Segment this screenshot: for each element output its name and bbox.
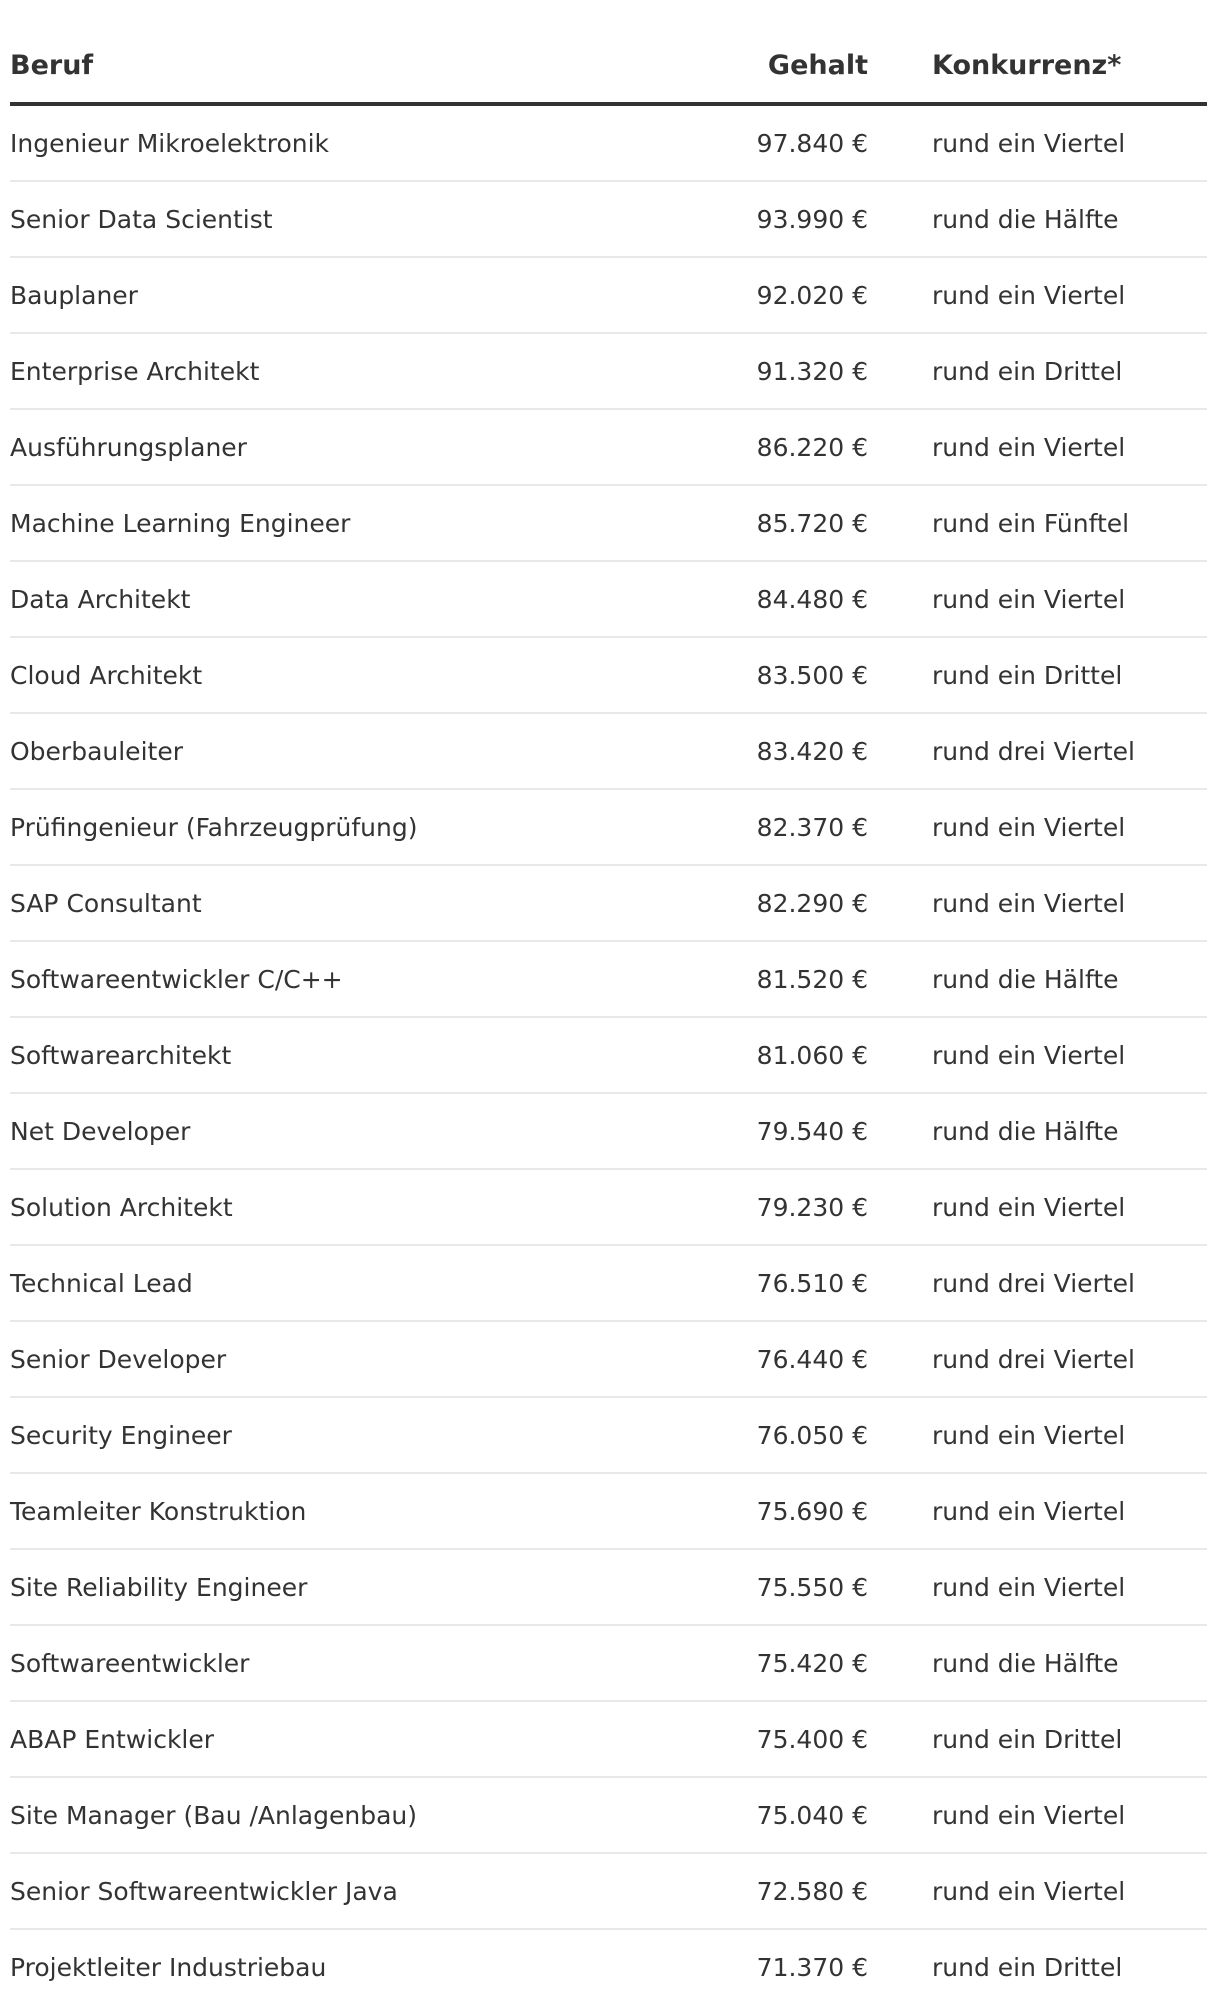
cell-beruf: Projektleiter Industriebau xyxy=(10,1952,327,1982)
cell-gehalt: 75.040 € xyxy=(740,1777,868,1853)
cell-beruf: Senior Developer xyxy=(10,1321,740,1397)
cell-konkurrenz: rund drei Viertel xyxy=(868,1321,1207,1397)
cell-konkurrenz: rund ein Drittel xyxy=(868,1701,1207,1777)
table-row xyxy=(10,104,1207,181)
cell-konkurrenz: rund die Hälfte xyxy=(868,1093,1207,1169)
table-row xyxy=(10,1093,1207,1169)
cell-konkurrenz: rund ein Viertel xyxy=(868,789,1207,865)
cell-gehalt: 82.290 € xyxy=(740,865,868,941)
cell-konkurrenz: rund ein Viertel xyxy=(868,1169,1207,1245)
cell-gehalt: 84.480 € xyxy=(740,561,868,637)
cell-gehalt: 72.580 € xyxy=(740,1853,868,1929)
cell-konkurrenz: rund ein Viertel xyxy=(868,865,1207,941)
cell-konkurrenz: rund ein Viertel xyxy=(868,1853,1207,1929)
cell-konkurrenz: rund ein Drittel xyxy=(868,637,1207,713)
table-row xyxy=(10,485,1207,561)
cell-beruf: Security Engineer xyxy=(10,1397,740,1473)
table-header xyxy=(10,28,1207,104)
header-row xyxy=(10,28,1207,104)
cell-beruf: Cloud Architekt xyxy=(10,637,740,713)
table-row xyxy=(10,1397,1207,1473)
cell-gehalt: 82.370 € xyxy=(740,789,868,865)
table-row xyxy=(10,1473,1207,1549)
cell-beruf: Teamleiter Konstruktion xyxy=(10,1473,740,1549)
table-row xyxy=(10,713,1207,789)
table-row xyxy=(10,1929,1207,2004)
cell-beruf: SAP Consultant xyxy=(10,865,740,941)
cell-beruf: ABAP Entwickler xyxy=(10,1701,740,1777)
cell-gehalt: 93.990 € xyxy=(740,181,868,257)
cell-konkurrenz: rund ein Viertel xyxy=(868,561,1207,637)
cell-gehalt: 75.420 € xyxy=(740,1625,868,1701)
cell-konkurrenz: rund ein Viertel xyxy=(868,1777,1207,1853)
table-row xyxy=(10,1777,1207,1853)
cell-beruf: Machine Learning Engineer xyxy=(10,485,740,561)
cell-gehalt: 83.420 € xyxy=(740,713,868,789)
cell-konkurrenz: rund drei Viertel xyxy=(868,1245,1207,1321)
cell-gehalt: 97.840 € xyxy=(740,104,868,181)
column-header-beruf: Beruf xyxy=(10,28,740,104)
column-header-gehalt: Gehalt xyxy=(740,28,868,104)
cell-konkurrenz: rund drei Viertel xyxy=(868,713,1207,789)
cell-konkurrenz: rund ein Viertel xyxy=(868,1397,1207,1473)
table-row xyxy=(10,1701,1207,1777)
cell-konkurrenz: rund ein Fünftel xyxy=(868,485,1207,561)
cell-beruf: Data Architekt xyxy=(10,561,740,637)
cell-gehalt: 79.230 € xyxy=(740,1169,868,1245)
table-row xyxy=(10,1169,1207,1245)
cell-beruf: Solution Architekt xyxy=(10,1169,740,1245)
table-body xyxy=(10,104,1207,2004)
cell-beruf: Technical Lead xyxy=(10,1245,740,1321)
cell-beruf: Ausführungsplaner xyxy=(10,409,740,485)
cell-gehalt: 76.050 € xyxy=(740,1397,868,1473)
cell-gehalt: 83.500 € xyxy=(740,637,868,713)
cell-konkurrenz: rund ein Viertel xyxy=(868,1549,1207,1625)
table-row xyxy=(10,941,1207,1017)
table-row xyxy=(10,1245,1207,1321)
cell-beruf: Site Reliability Engineer xyxy=(10,1549,740,1625)
table-row xyxy=(10,865,1207,941)
cell-gehalt: 75.690 € xyxy=(740,1473,868,1549)
table-row xyxy=(10,409,1207,485)
cell-beruf: Softwareentwickler xyxy=(10,1625,740,1701)
cell-beruf: Softwareentwickler C/C++ xyxy=(10,941,740,1017)
cell-gehalt: 79.540 € xyxy=(740,1093,868,1169)
cell-konkurrenz: rund ein Viertel xyxy=(868,409,1207,485)
cell-gehalt: 76.440 € xyxy=(740,1321,868,1397)
cell-beruf: Enterprise Architekt xyxy=(10,333,740,409)
salary-table-container xyxy=(10,28,1207,2004)
cell-konkurrenz: rund die Hälfte xyxy=(868,941,1207,1017)
cell-gehalt: 81.520 € xyxy=(740,941,868,1017)
table-row xyxy=(10,1017,1207,1093)
cell-gehalt: 75.400 € xyxy=(740,1701,868,1777)
cell-gehalt: 75.550 € xyxy=(740,1549,868,1625)
table-row xyxy=(10,1853,1207,1929)
cell-gehalt: 92.020 € xyxy=(740,257,868,333)
cell-konkurrenz: rund ein Drittel xyxy=(932,1952,1123,1982)
table-row xyxy=(10,257,1207,333)
cell-beruf: Site Manager (Bau /Anlagenbau) xyxy=(10,1777,740,1853)
table-row xyxy=(10,1549,1207,1625)
cell-beruf: Bauplaner xyxy=(10,257,740,333)
cell-gehalt: 86.220 € xyxy=(740,409,868,485)
table-row xyxy=(10,1625,1207,1701)
cell-konkurrenz: rund ein Viertel xyxy=(868,257,1207,333)
cell-beruf: Softwarearchitekt xyxy=(10,1017,740,1093)
table-row xyxy=(10,181,1207,257)
cell-gehalt: 81.060 € xyxy=(740,1017,868,1093)
cell-konkurrenz: rund ein Viertel xyxy=(868,1017,1207,1093)
cell-gehalt: 71.370 € xyxy=(756,1952,868,1982)
table-row xyxy=(10,789,1207,865)
cell-beruf: Net Developer xyxy=(10,1093,740,1169)
table-row xyxy=(10,561,1207,637)
cell-beruf: Ingenieur Mikroelektronik xyxy=(10,104,740,181)
cell-konkurrenz: rund die Hälfte xyxy=(868,1625,1207,1701)
cell-konkurrenz: rund ein Viertel xyxy=(868,1473,1207,1549)
cell-gehalt: 76.510 € xyxy=(740,1245,868,1321)
column-header-konkurrenz: Konkurrenz* xyxy=(868,28,1207,104)
salary-table xyxy=(10,28,1207,2004)
table-row xyxy=(10,333,1207,409)
cell-beruf: Senior Data Scientist xyxy=(10,181,740,257)
cell-beruf: Prüfingenieur (Fahrzeugprüfung) xyxy=(10,789,740,865)
cell-gehalt: 91.320 € xyxy=(740,333,868,409)
cell-beruf: Oberbauleiter xyxy=(10,713,740,789)
cell-beruf: Senior Softwareentwickler Java xyxy=(10,1853,740,1929)
table-row xyxy=(10,637,1207,713)
cell-gehalt: 85.720 € xyxy=(740,485,868,561)
cell-konkurrenz: rund ein Viertel xyxy=(868,104,1207,181)
cell-konkurrenz: rund ein Drittel xyxy=(868,333,1207,409)
cell-konkurrenz: rund die Hälfte xyxy=(868,181,1207,257)
table-row xyxy=(10,1321,1207,1397)
